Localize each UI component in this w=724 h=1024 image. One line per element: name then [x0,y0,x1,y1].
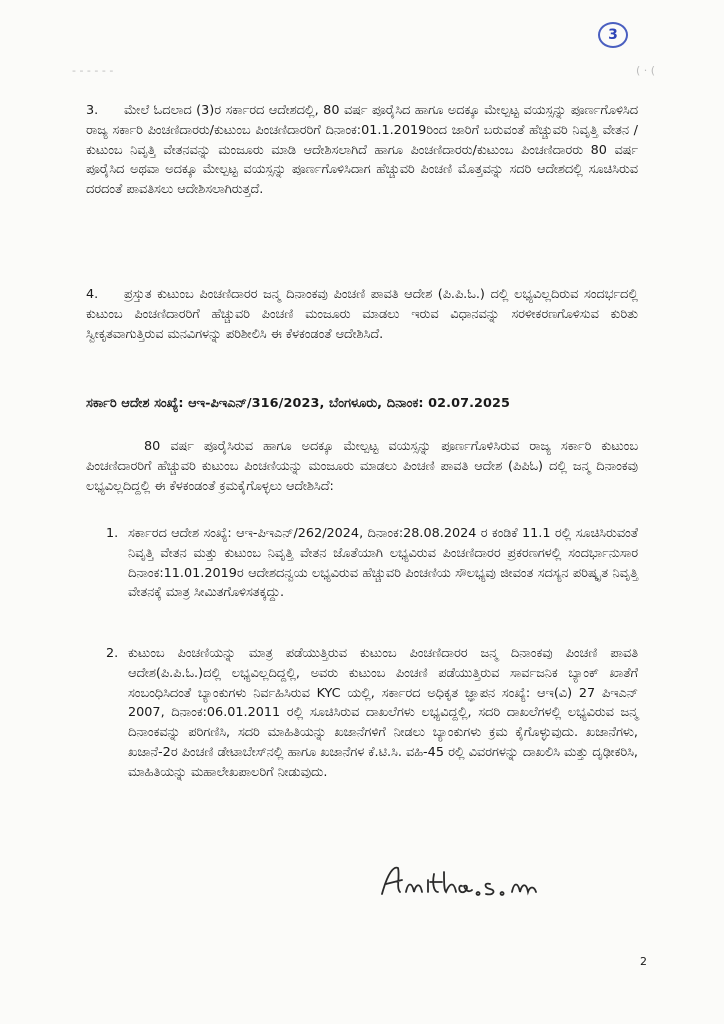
list-item-text: ಸರ್ಕಾರದ ಆದೇಶ ಸಂಖ್ಯೆ: ಆಇ-ಪಿಇಎನ್/262/2024, ದಿನಾಂಕ:28.08.2024 ರ ಕಂಡಿಕೆ 11.1 ರಲ್ಲಿ ಸೂಚಿಸಿರುವಂತೆ ನಿವೃತ್ತಿ ವೇತನ ಮತ್ತು ಕುಟುಂಬ ನಿವೃತ್ತಿ ವೇತನ ಜೊತೆಯಾಗಿ ಲಭ್ಯವಿರುವ ಪಿಂಚಣಿದಾರರ ಪ್ರಕರಣಗಳಲ್ಲಿ ಸಂದರ್ಭಾನುಸಾರ ದಿನಾಂಕ:11.01.2019ರ ಆದೇಶದನ್ವಯ ಲಭ್ಯವಿರುವ ಹೆಚ್ಚುವರಿ ಪಿಂಚಣಿಯ ಸೌಲಭ್ಯವು ಜೀವಂತ ಸದಸ್ಯನ ಪರಿಷ್ಕೃತ ನಿವೃತ್ತಿ ವೇತನಕ್ಕೆ ಮಾತ್ರ ಸೀಮಿತಗೊಳಿಸತಕ್ಕದ್ದು. [128,526,638,601]
list-item [106,644,638,783]
page-marker-circle: 3 [598,22,628,48]
government-order-heading: ಸರ್ಕಾರಿ ಆದೇಶ ಸಂಖ್ಯೆ: ಆಇ-ಪಿಇಎನ್/316/2023, ಬೆಂಗಳೂರು, ದಿನಾಂಕ: 02.07.2025 [86,396,511,411]
page-number: 2 [640,955,647,968]
paragraph-text: ಪ್ರಸ್ತುತ ಕುಟುಂಬ ಪಿಂಚಣಿದಾರರ ಜನ್ಮ ದಿನಾಂಕವು ಪಿಂಚಣಿ ಪಾವತಿ ಆದೇಶ (ಪಿ.ಪಿ.ಓ.) ದಲ್ಲಿ ಲಭ್ಯವಿಲ್ಲದಿರುವ ಸಂದರ್ಭದಲ್ಲಿ ಕುಟುಂಬ ಪಿಂಚಣಿದಾರರಿಗೆ ಹೆಚ್ಚುವರಿ ಪಿಂಚಣಿ ಮಂಜೂರು ಮಾಡಲು ಇರುವ ವಿಧಾನವನ್ನು ಸರಳೀಕರಣಗೊಳಿಸುವ ಕುರಿತು ಸ್ವೀಕೃತವಾಗುತ್ತಿರುವ ಮನವಿಗಳನ್ನು ಪರಿಶೀಲಿಸಿ ಈ ಕೆಳಕಂಡಂತೆ ಆದೇಶಿಸಿದೆ. [86,287,638,342]
list-item-number: 1. [106,526,119,541]
list-item [106,524,638,603]
paragraph-number: 4. [86,287,99,302]
order-intro-paragraph: 80 ವರ್ಷ ಪೂರೈಸಿರುವ ಹಾಗೂ ಅದಕ್ಕೂ ಮೇಲ್ಪಟ್ಟ ವಯಸ್ಸನ್ನು ಪೂರ್ಣಗೊಳಿಸಿರುವ ರಾಜ್ಯ ಸರ್ಕಾರಿ ಕುಟುಂಬ ಪಿಂಚಣಿದಾರರಿಗೆ ಹೆಚ್ಚುವರಿ ಕುಟುಂಬ ಪಿಂಚಣಿಯನ್ನು ಮಂಜೂರು ಮಾಡಲು ಪಿಂಚಣಿ ಪಾವತಿ ಆದೇಶ (ಪಿಪಿಓ) ದಲ್ಲಿ ಜನ್ಮ ದಿನಾಂಕವು ಲಭ್ಯವಿಲ್ಲದಿದ್ದಲ್ಲಿ ಈ ಕೆಳಕಂಡಂತೆ ಕ್ರಮಕೈಗೊಳ್ಳಲು ಆದೇಶಿಸಿದೆ: [86,439,638,494]
paragraph-text: ಮೇಲೆ ಓದಲಾದ (3)ರ ಸರ್ಕಾರದ ಆದೇಶದಲ್ಲಿ, 80 ವರ್ಷ ಪೂರೈಸಿದ ಹಾಗೂ ಅದಕ್ಕೂ ಮೇಲ್ಪಟ್ಟ ವಯಸ್ಸನ್ನು ಪೂರ್ಣಗೊಳಿಸಿದ ರಾಜ್ಯ ಸರ್ಕಾರಿ ಪಿಂಚಣಿದಾರರು/ಕುಟುಂಬ ಪಿಂಚಣಿದಾರರಿಗೆ ದಿನಾಂಕ:01.1.2019ರಿಂದ ಜಾರಿಗೆ ಬರುವಂತೆ ಹೆಚ್ಚುವರಿ ನಿವೃತ್ತಿ ವೇತನ /ಕುಟುಂಬ ನಿವೃತ್ತಿ ವೇತನವನ್ನು ಮಂಜೂರು ಮಾಡಿ ಆದೇಶಿಸಲಾಗಿದೆ ಹಾಗೂ ಪಿಂಚಣಿದಾರರು/ಕುಟುಂಬ ಪಿಂಚಣಿದಾರರು 80 ವರ್ಷ ಪೂರೈಸಿದ ಅಥವಾ ಅದಕ್ಕೂ ಮೇಲ್ಪಟ್ಟ ವಯಸ್ಸನ್ನು ಪೂರ್ಣಗೊಳಿಸಿದಾಗ ಹೆಚ್ಚುವರಿ ಪಿಂಚಣಿ ಮೊತ್ತವನ್ನು ಸದರಿ ಆದೇಶದಲ್ಲಿ ಸೂಚಿಸಿರುವ ದರದಂತೆ ಪಾವತಿಸಲು ಆದೇಶಿಸಲಾಗಿರುತ್ತದೆ. [86,103,638,198]
paragraph-3 [86,101,638,200]
signature-scribble [378,862,548,902]
list-item-text: ಕುಟುಂಬ ಪಿಂಚಣಿಯನ್ನು ಮಾತ್ರ ಪಡೆಯುತ್ತಿರುವ ಕುಟುಂಬ ಪಿಂಚಣಿದಾರರ ಜನ್ಮ ದಿನಾಂಕವು ಪಿಂಚಣಿ ಪಾವತಿ ಆದೇಶ(ಪಿ.ಪಿ.ಓ.)ದಲ್ಲಿ ಲಭ್ಯವಿಲ್ಲದಿದ್ದಲ್ಲಿ, ಅವರು ಕುಟುಂಬ ಪಿಂಚಣಿ ಪಡೆಯುತ್ತಿರುವ ಸಾರ್ವಜನಿಕ ಬ್ಯಾಂಕ್ ಖಾತೆಗೆ ಸಂಬಂಧಿಸಿದಂತೆ ಬ್ಯಾಂಕುಗಳು ನಿರ್ವಹಿಸಿರುವ KYC ಯಲ್ಲಿ, ಸರ್ಕಾರದ ಅಧಿಕೃತ ಜ್ಞಾಪನ ಸಂಖ್ಯೆ: ಆಇ(ವಿ) 27 ಪಿಇಎನ್ 2007, ದಿನಾಂಕ:06.01.2011 ರಲ್ಲಿ ಸೂಚಿಸಿರುವ ದಾಖಲೆಗಳು ಲಭ್ಯವಿದ್ದಲ್ಲಿ, ಸದರಿ ದಾಖಲೆಗಳಲ್ಲಿ ಲಭ್ಯವಿರುವ ಜನ್ಮ ದಿನಾಂಕವನ್ನು ಪರಿಗಣಿಸಿ, ಸದರಿ ಮಾಹಿತಿಯನ್ನು ಖಜಾನೆಗಳಿಗೆ ನೀಡಲು ಬ್ಯಾಂಕುಗಳು ಕ್ರಮ ಕೈಗೊಳ್ಳುವುದು. ಖಜಾನೆಗಳು, ಖಜಾನೆ-2ರ ಪಿಂಚಣಿ ಡೇಟಾಬೇಸ್‌ನಲ್ಲಿ ಹಾಗೂ ಖಜಾನೆಗಳ ಕೆ.ಟಿ.ಸಿ. ವಹಿ-45 ರಲ್ಲಿ ವಿವರಗಳನ್ನು ದಾಖಲಿಸಿ ಮತ್ತು ದೃಢೀಕರಿಸಿ, ಮಾಹಿತಿಯನ್ನು ಮಹಾಲೇಖಪಾಲರಿಗೆ ನೀಡುವುದು. [128,646,638,780]
paragraph-4 [86,285,638,344]
scan-mark-left: - - - - - - [72,64,114,77]
scan-mark-right: ( · ( [636,64,656,77]
list-item-number: 2. [106,646,119,661]
handwritten-signature [378,862,548,902]
paragraph-number: 3. [86,103,99,118]
